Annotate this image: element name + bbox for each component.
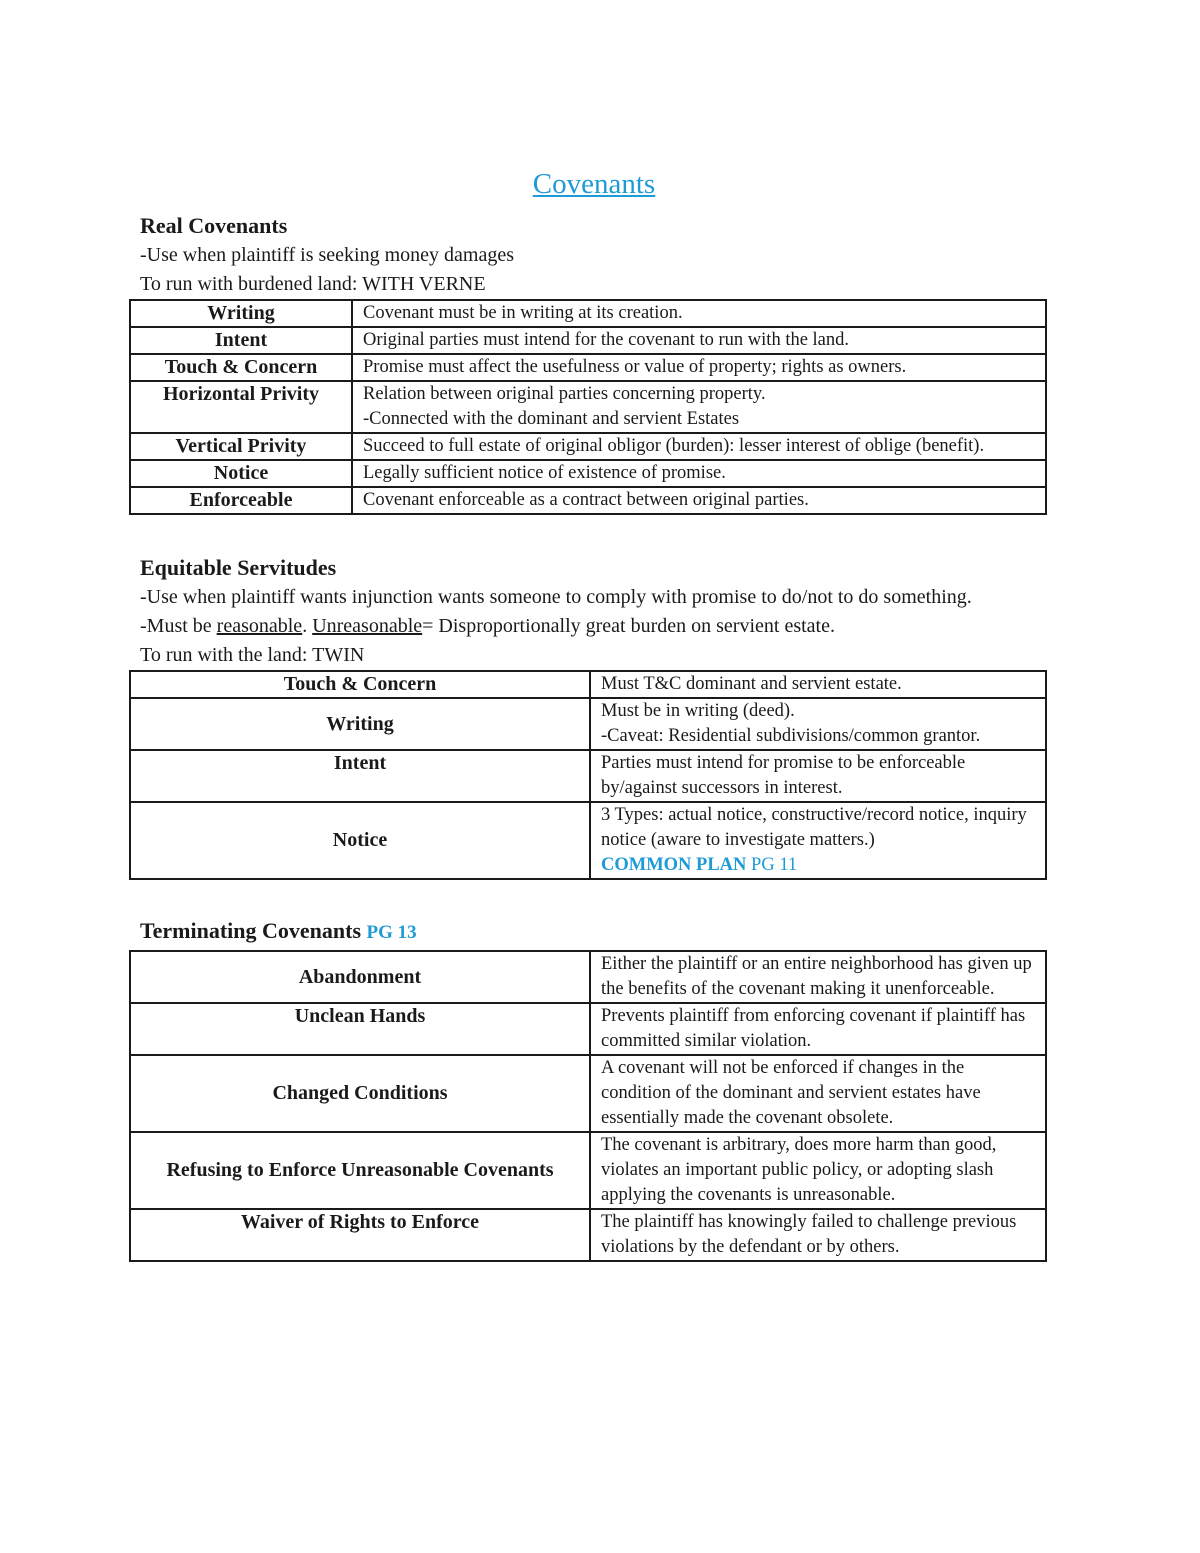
table-row — [130, 1209, 1046, 1261]
row-description: Legally sufficient notice of existence of promise. — [352, 460, 1046, 487]
row-description: Must T&C dominant and servient estate. — [590, 671, 1046, 698]
row-description: Promise must affect the usefulness or value of property; rights as owners. — [352, 354, 1046, 381]
equitable-servitudes-mnemonic: To run with the land: TWIN — [140, 644, 365, 666]
row-description: Covenant must be in writing at its creation. — [352, 300, 1046, 327]
terminating-covenants-table — [129, 950, 1047, 1262]
row-description — [590, 802, 1046, 879]
row-description: Parties must intend for promise to be enforceable by/against successors in interest. — [590, 750, 1046, 802]
row-label: Touch & Concern — [130, 354, 352, 381]
equitable-servitudes-reasonable — [140, 612, 1048, 641]
row-description: Covenant enforceable as a contract between original parties. — [352, 487, 1046, 514]
table-row — [130, 802, 1046, 879]
table-row — [130, 671, 1046, 698]
row-description-line: 3 Types: actual notice, constructive/record notice, inquiry notice (aware to investigate matters.) — [601, 805, 1027, 850]
row-label: Enforceable — [130, 487, 352, 514]
real-covenants-use: -Use when plaintiff is seeking money damages — [140, 244, 514, 266]
equitable-servitudes-use: -Use when plaintiff wants injunction wants someone to comply with promise to do/not to do something. — [140, 586, 972, 608]
row-label: Writing — [130, 300, 352, 327]
equitable-servitudes-heading: Equitable Servitudes — [140, 555, 337, 580]
row-description-line: -Caveat: Residential subdivisions/common grantor. — [601, 726, 981, 746]
row-label: Touch & Concern — [130, 671, 590, 698]
row-label: Vertical Privity — [130, 433, 352, 460]
heading-text: Terminating Covenants — [140, 918, 362, 943]
row-description: Prevents plaintiff from enforcing covenant if plaintiff has committed similar violation. — [590, 1003, 1046, 1055]
table-row — [130, 1055, 1046, 1132]
common-plan-ref: COMMON PLAN — [601, 855, 747, 875]
spacer — [140, 515, 1048, 553]
table-row — [130, 750, 1046, 802]
equitable-servitudes-section — [140, 553, 1048, 880]
row-description-line: Must be in writing (deed). — [601, 701, 795, 721]
table-row — [130, 381, 1046, 433]
table-row — [130, 1003, 1046, 1055]
row-label: Writing — [130, 698, 590, 750]
table-row — [130, 300, 1046, 327]
unreasonable-term: Unreasonable — [312, 615, 423, 637]
table-row — [130, 951, 1046, 1003]
table-row — [130, 354, 1046, 381]
text-fragment: = Disproportionally great burden on servient estate. — [422, 615, 835, 637]
row-description: The covenant is arbitrary, does more harm than good, violates an important public policy, or adopting slash applying the covenants is unreasonable. — [590, 1132, 1046, 1209]
text-fragment: . — [302, 615, 313, 637]
row-description: A covenant will not be enforced if changes in the condition of the dominant and servient estates have essentially made the covenant obsolete. — [590, 1055, 1046, 1132]
row-label: Refusing to Enforce Unreasonable Covenants — [130, 1132, 590, 1209]
row-description-line: -Connected with the dominant and servient Estates — [363, 409, 740, 429]
row-description: The plaintiff has knowingly failed to challenge previous violations by the defendant or by others. — [590, 1209, 1046, 1261]
row-description: Either the plaintiff or an entire neighborhood has given up the benefits of the covenant making it unenforceable. — [590, 951, 1046, 1003]
document-page — [140, 165, 1048, 1262]
table-row — [130, 327, 1046, 354]
row-description — [352, 381, 1046, 433]
table-row — [130, 460, 1046, 487]
real-covenants-mnemonic: To run with burdened land: WITH VERNE — [140, 273, 486, 295]
row-label: Changed Conditions — [130, 1055, 590, 1132]
table-row — [130, 1132, 1046, 1209]
row-description-line: Relation between original parties concerning property. — [363, 384, 766, 404]
spacer — [140, 880, 1048, 916]
row-label: Waiver of Rights to Enforce — [130, 1209, 590, 1261]
page-reference — [601, 853, 1035, 878]
terminating-covenants-section — [140, 916, 1048, 1262]
row-label: Notice — [130, 460, 352, 487]
page-reference: PG 13 — [366, 922, 417, 943]
row-description: Succeed to full estate of original obligor (burden): lesser interest of oblige (benefit). — [352, 433, 1046, 460]
terminating-covenants-heading — [140, 916, 1048, 948]
document-title: Covenants — [532, 168, 656, 200]
real-covenants-heading: Real Covenants — [140, 213, 288, 238]
text-fragment: -Must be — [140, 615, 217, 637]
page-number-ref: PG 11 — [746, 855, 798, 875]
row-label: Intent — [130, 750, 590, 802]
real-covenants-table — [129, 299, 1047, 515]
row-label: Intent — [130, 327, 352, 354]
row-label: Notice — [130, 802, 590, 879]
row-label: Abandonment — [130, 951, 590, 1003]
row-description — [590, 698, 1046, 750]
table-row — [130, 698, 1046, 750]
equitable-servitudes-table — [129, 670, 1047, 880]
table-row — [130, 433, 1046, 460]
row-description: Original parties must intend for the covenant to run with the land. — [352, 327, 1046, 354]
row-label: Unclean Hands — [130, 1003, 590, 1055]
table-row — [130, 487, 1046, 514]
row-label: Horizontal Privity — [130, 381, 352, 433]
reasonable-term: reasonable — [216, 615, 303, 637]
real-covenants-section — [140, 211, 1048, 515]
